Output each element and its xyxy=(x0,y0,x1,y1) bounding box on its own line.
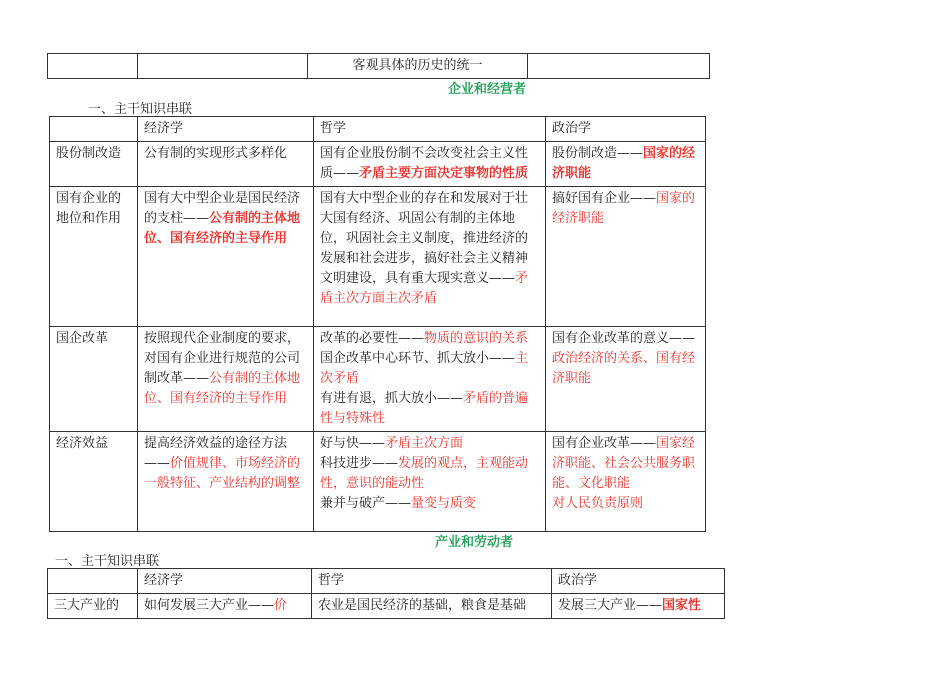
phil-cell xyxy=(312,594,552,619)
cell-text: 搞好国有企业—— xyxy=(552,191,657,206)
table-cell xyxy=(138,54,308,79)
cell-text: 价值规律、市场经济的一般特征、产业结构的调整 xyxy=(144,456,301,491)
section-intro: 一、主干知识串联 xyxy=(55,554,160,569)
phil-cell xyxy=(314,327,546,432)
cell-text: 公有制的实现形式多样化 xyxy=(144,146,288,161)
knowledge-table-2 xyxy=(47,568,725,619)
knowledge-table xyxy=(49,116,706,532)
header-cell: 经济学 xyxy=(138,569,312,594)
cell-text: 对人民负责原则 xyxy=(552,496,644,511)
cell-text: 国家的经济职能 xyxy=(552,146,696,181)
pol-cell xyxy=(546,142,706,187)
econ-cell xyxy=(138,432,314,532)
cell-text: 提高经济效益的途径方法—— xyxy=(144,436,288,471)
header-cell: 政治学 xyxy=(546,117,706,142)
topic-cell: 股份制改造 xyxy=(50,142,138,187)
topic-cell: 国有企业的地位和作用 xyxy=(50,187,138,327)
phil-cell xyxy=(314,142,546,187)
cell-text: 发展的观点，主观能动性，意识的能动性 xyxy=(320,456,529,491)
cell-text: 国家的经济职能 xyxy=(552,191,696,226)
cell-text: 农业是国民经济的基础，粮食是基础 xyxy=(318,598,527,613)
cell-text: 国家经济职能、社会公共服务职能、文化职能 xyxy=(552,436,696,491)
section-title: 企业和经营者 xyxy=(448,82,527,97)
header-row xyxy=(48,569,725,594)
cell-text: 按照现代企业制度的要求，对国有企业进行规范的公司制改革—— xyxy=(144,331,301,386)
cell-text: 兼并与破产—— xyxy=(320,496,412,511)
econ-cell xyxy=(138,142,314,187)
cell-text: 量变与质变 xyxy=(411,496,477,511)
top-table xyxy=(47,53,710,79)
table-row xyxy=(50,432,706,532)
cell-text: 价 xyxy=(274,598,288,613)
cell-text: 国家性 xyxy=(662,598,702,613)
header-cell: 经济学 xyxy=(138,117,314,142)
table-row xyxy=(50,187,706,327)
econ-cell xyxy=(138,594,312,619)
cell-text: 国企改革中心环节、抓大放小—— xyxy=(320,351,516,366)
header-cell: 哲学 xyxy=(314,117,546,142)
cell-text: 物质的意识的关系 xyxy=(424,331,529,346)
cell-text: 股份制改造—— xyxy=(552,146,644,161)
table-row xyxy=(48,54,710,79)
cell-text: 矛盾主要方面决定事物的性质 xyxy=(359,166,529,181)
cell-text: 国有大中型企业的存在和发展对于壮大国有经济、巩固公有制的主体地位，巩固社会主义制度，推进经济的发展和社会进步，搞好社会主义精神文明建设，具有重大现实意义—— xyxy=(320,191,529,286)
cell-text: 有进有退，抓大放小—— xyxy=(320,391,464,406)
cell-text: 矛盾主次方面主次矛盾 xyxy=(320,271,529,306)
cell-text: 主次矛盾 xyxy=(320,351,529,386)
econ-cell xyxy=(138,327,314,432)
cell-text: 改革的必要性—— xyxy=(320,331,425,346)
header-row xyxy=(50,117,706,142)
cell-text: 矛盾的普遍性与特殊性 xyxy=(320,391,529,426)
table-row xyxy=(50,327,706,432)
table-cell: 客观具体的历史的统一 xyxy=(308,54,528,79)
pol-cell xyxy=(546,327,706,432)
header-cell: 政治学 xyxy=(552,569,725,594)
table-row xyxy=(50,142,706,187)
header-cell xyxy=(50,117,138,142)
cell-text: 政治经济的关系、国有经济职能 xyxy=(552,351,696,386)
cell-text: 国有企业改革的意义—— xyxy=(552,331,696,346)
topic-cell: 三大产业的 xyxy=(48,594,138,619)
header-cell xyxy=(48,569,138,594)
topic-cell: 国企改革 xyxy=(50,327,138,432)
cell-text: 科技进步—— xyxy=(320,456,399,471)
section-intro: 一、主干知识串联 xyxy=(88,102,193,117)
cell-text: 好与快—— xyxy=(320,436,386,451)
cell-text: 国有大中型企业是国民经济的支柱—— xyxy=(144,191,301,226)
cell-text: 国有企业改革—— xyxy=(552,436,657,451)
table-row xyxy=(48,594,725,619)
pol-cell xyxy=(552,594,725,619)
econ-cell xyxy=(138,187,314,327)
cell-text: 发展三大产业—— xyxy=(558,598,663,613)
cell-text: 如何发展三大产业—— xyxy=(144,598,275,613)
cell-text: 矛盾主次方面 xyxy=(385,436,464,451)
header-cell: 哲学 xyxy=(312,569,552,594)
section-title: 产业和劳动者 xyxy=(435,535,514,550)
table-cell xyxy=(48,54,138,79)
table-cell xyxy=(528,54,710,79)
cell-text: 公有制的主体地位、国有经济的主导作用 xyxy=(144,211,301,246)
phil-cell xyxy=(314,432,546,532)
pol-cell xyxy=(546,187,706,327)
topic-cell: 经济效益 xyxy=(50,432,138,532)
pol-cell xyxy=(546,432,706,532)
phil-cell xyxy=(314,187,546,327)
cell-text: 公有制的主体地位、国有经济的主导作用 xyxy=(144,371,301,406)
cell-text: 国有企业股份制不会改变社会主义性质—— xyxy=(320,146,529,181)
